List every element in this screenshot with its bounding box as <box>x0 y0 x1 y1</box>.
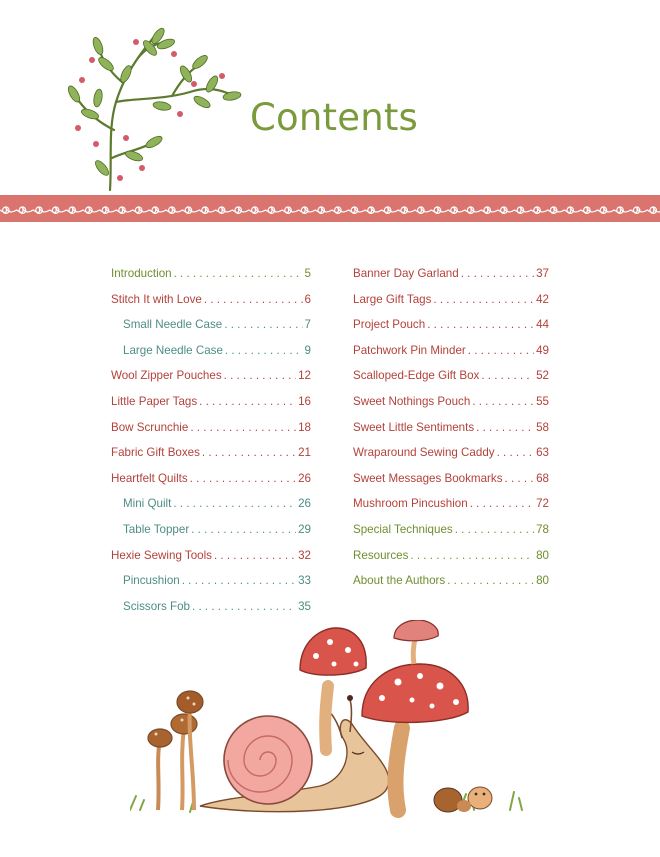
toc-entry <box>353 496 549 522</box>
toc-leader-dots <box>224 317 302 333</box>
toc-entry-title: Mini Quilt <box>123 497 172 511</box>
toc-entry-title: Hexie Sewing Tools <box>111 548 212 562</box>
toc-entry-page: 37 <box>536 267 549 280</box>
toc-entry <box>353 573 549 599</box>
toc-leader-dots <box>461 266 534 282</box>
toc-entry-title: Sweet Messages Bookmarks <box>353 471 503 485</box>
toc-entry <box>353 266 549 292</box>
toc-leader-dots <box>470 496 534 512</box>
toc-entry <box>111 317 311 343</box>
toc-entry-page: 21 <box>298 446 311 460</box>
toc-entry <box>111 292 311 318</box>
toc-entry-page: 78 <box>536 522 549 536</box>
toc-leader-dots <box>433 292 534 308</box>
toc-leader-dots <box>190 471 296 487</box>
toc-leader-dots <box>192 599 296 615</box>
toc-leader-dots <box>174 266 303 282</box>
toc-leader-dots <box>481 368 534 384</box>
toc-entry-title: Introduction <box>111 267 172 280</box>
toc-entry-page: 5 <box>304 267 311 280</box>
toc-entry <box>111 548 311 574</box>
toc-entry <box>111 368 311 394</box>
toc-entry-page: 63 <box>536 446 549 460</box>
toc-entry <box>111 420 311 446</box>
toc-entry-title: Resources <box>353 548 409 562</box>
toc-entry-title: Bow Scrunchie <box>111 420 189 434</box>
snail-and-mushrooms-illustration-icon <box>130 620 530 820</box>
toc-entry-page: 29 <box>298 522 311 536</box>
toc-entry-page: 42 <box>536 292 549 306</box>
toc-entry-page: 58 <box>536 420 549 434</box>
toc-leader-dots <box>476 420 534 436</box>
toc-leader-dots <box>224 368 296 384</box>
toc-leader-dots <box>182 573 296 589</box>
toc-leader-dots <box>410 548 534 564</box>
toc-leader-dots <box>225 343 303 359</box>
toc-entry-title: Heartfelt Quilts <box>111 471 188 485</box>
toc-entry <box>353 343 549 369</box>
toc-entry-title: Pincushion <box>123 574 180 588</box>
toc-entry-title: Small Needle Case <box>123 318 223 332</box>
toc-entry-title: Mushroom Pincushion <box>353 497 468 511</box>
toc-column-left <box>111 266 311 624</box>
toc-entry-page: 55 <box>536 394 549 408</box>
toc-entry-title: Project Pouch <box>353 318 426 332</box>
page-title: Contents <box>250 96 419 139</box>
toc-entry-page: 52 <box>536 369 549 383</box>
toc-entry-title: Special Techniques <box>353 522 453 536</box>
toc-entry <box>111 343 311 369</box>
toc-entry <box>111 266 311 292</box>
toc-leader-dots <box>455 522 534 538</box>
toc-leader-dots <box>191 522 296 538</box>
toc-entry <box>111 522 311 548</box>
toc-entry-page: 6 <box>304 292 311 306</box>
toc-entry-title: Fabric Gift Boxes <box>111 446 200 460</box>
toc-entry <box>111 496 311 522</box>
toc-leader-dots <box>190 420 296 436</box>
toc-entry-title: Wraparound Sewing Caddy <box>353 446 495 460</box>
toc-entry <box>353 394 549 420</box>
toc-entry-page: 80 <box>536 548 549 562</box>
toc-entry-title: Table Topper <box>123 522 190 536</box>
toc-entry <box>353 548 549 574</box>
toc-entry-title: Sweet Little Sentiments <box>353 420 475 434</box>
toc-entry-title: Wool Zipper Pouches <box>111 369 222 383</box>
toc-entry-page: 32 <box>298 548 311 562</box>
toc-column-right <box>353 266 549 599</box>
toc-entry-page: 9 <box>304 343 311 357</box>
toc-leader-dots <box>447 573 534 589</box>
toc-entry-page: 80 <box>536 574 549 588</box>
toc-entry-page: 26 <box>298 471 311 485</box>
toc-entry-page: 12 <box>298 369 311 383</box>
toc-leader-dots <box>472 394 534 410</box>
toc-entry-title: Sweet Nothings Pouch <box>353 394 471 408</box>
toc-leader-dots <box>204 292 303 308</box>
toc-entry-title: Patchwork Pin Minder <box>353 343 466 357</box>
toc-leader-dots <box>214 548 296 564</box>
toc-entry-page: 7 <box>304 318 311 332</box>
toc-leader-dots <box>505 471 535 487</box>
toc-entry <box>353 292 549 318</box>
toc-entry-title: Banner Day Garland <box>353 267 459 280</box>
toc-entry-page: 72 <box>536 497 549 511</box>
toc-entry-page: 49 <box>536 343 549 357</box>
toc-leader-dots <box>199 394 296 410</box>
toc-entry-page: 35 <box>298 599 311 613</box>
toc-leader-dots <box>173 496 296 512</box>
toc-entry <box>353 471 549 497</box>
toc-entry <box>353 522 549 548</box>
toc-entry-title: Stitch It with Love <box>111 292 202 306</box>
toc-entry-title: Scalloped-Edge Gift Box <box>353 369 480 383</box>
toc-entry-page: 16 <box>298 394 311 408</box>
toc-entry <box>353 368 549 394</box>
toc-entry-page: 68 <box>536 471 549 485</box>
toc-leader-dots <box>427 317 534 333</box>
toc-entry-page: 26 <box>298 497 311 511</box>
toc-leader-dots <box>202 445 296 461</box>
toc-entry <box>353 317 549 343</box>
leafy-sprig-illustration-icon <box>62 18 242 193</box>
scalloped-ribbon-border <box>0 195 660 222</box>
toc-entry-title: About the Authors <box>353 574 446 588</box>
toc-entry-page: 33 <box>298 574 311 588</box>
toc-entry-title: Large Gift Tags <box>353 292 432 306</box>
toc-entry <box>353 420 549 446</box>
toc-entry <box>111 445 311 471</box>
toc-leader-dots <box>497 445 535 461</box>
toc-entry-title: Large Needle Case <box>123 343 223 357</box>
toc-entry <box>111 573 311 599</box>
toc-entry-page: 18 <box>298 420 311 434</box>
toc-entry-title: Scissors Fob <box>123 599 191 613</box>
toc-entry <box>111 394 311 420</box>
toc-leader-dots <box>468 343 534 359</box>
toc-entry <box>353 445 549 471</box>
toc-entry-page: 44 <box>536 318 549 332</box>
toc-entry-title: Little Paper Tags <box>111 394 198 408</box>
toc-entry <box>111 471 311 497</box>
